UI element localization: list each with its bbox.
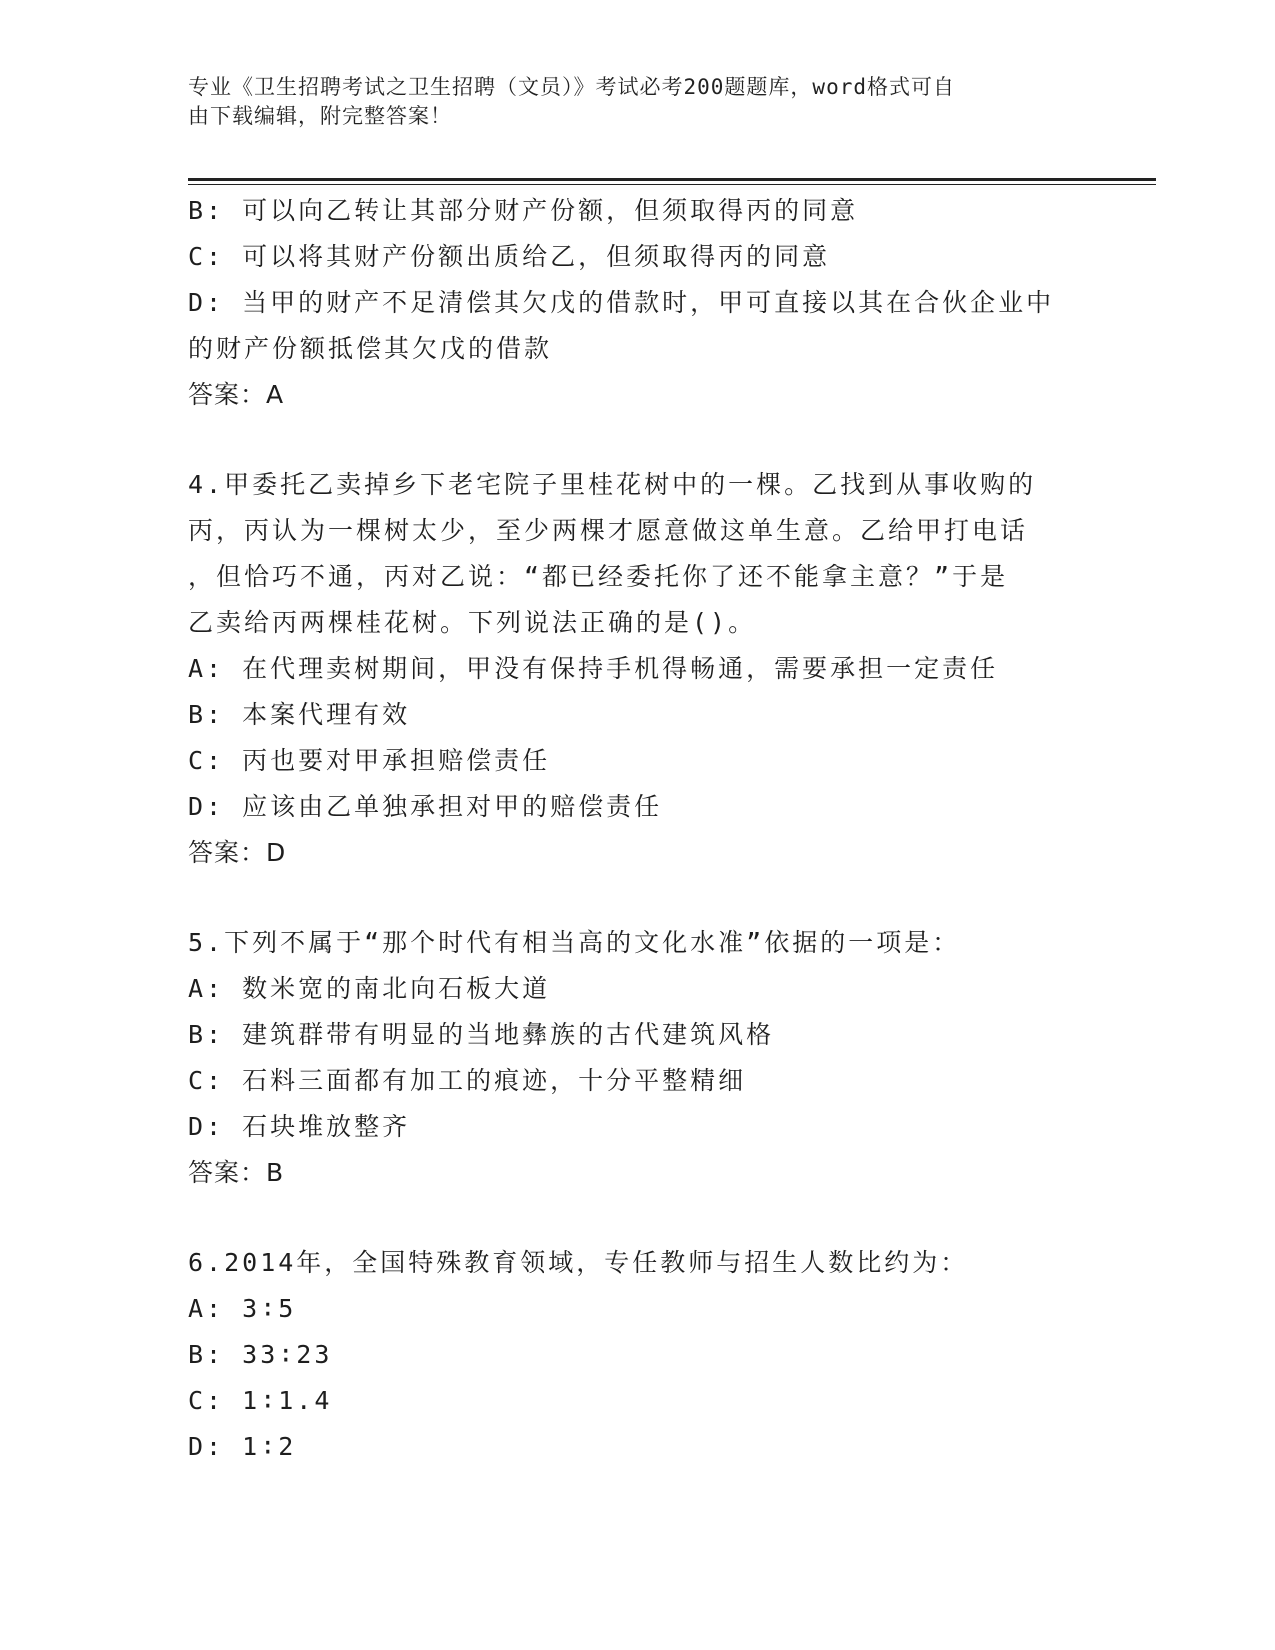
option-c: C: 石料三面都有加工的痕迹，十分平整精细 [188, 1066, 747, 1095]
option-c: C: 可以将其财产份额出质给乙，但须取得丙的同意 [188, 242, 831, 271]
option-c: C: 丙也要对甲承担赔偿责任 [188, 746, 551, 775]
question-stem-line: 6.2014年，全国特殊教育领域，专任教师与招生人数比约为： [188, 1248, 969, 1277]
option-c: C: 1∶1.4 [188, 1386, 333, 1415]
question-5 [188, 920, 1088, 1196]
answer: 答案：B [188, 1158, 285, 1187]
option-b: B: 建筑群带有明显的当地彝族的古代建筑风格 [188, 1020, 775, 1049]
option-d: D: 当甲的财产不足清偿其欠戊的借款时，甲可直接以其在合伙企业中 [188, 288, 1055, 317]
option-d: D: 应该由乙单独承担对甲的赔偿责任 [188, 792, 663, 821]
header-line-1: 专业《卫生招聘考试之卫生招聘（文员）》考试必考200题题库，word格式可自 [188, 75, 955, 99]
question-3 [188, 188, 1088, 418]
question-stem-line: ，但恰巧不通，丙对乙说：“都已经委托你了还不能拿主意？”于是 [188, 562, 1009, 591]
spacer [188, 1196, 1088, 1240]
question-content [188, 188, 1088, 1470]
option-b: B: 33∶23 [188, 1340, 333, 1369]
question-stem-line: 5.下列不属于“那个时代有相当高的文化水准”依据的一项是： [188, 928, 961, 957]
spacer [188, 418, 1088, 462]
question-stem-line: 乙卖给丙两棵桂花树。下列说法正确的是()。 [188, 608, 757, 637]
header-rule-thick [188, 178, 1156, 181]
option-d: D: 1∶2 [188, 1432, 297, 1461]
header-rule-thin [188, 184, 1156, 185]
question-6 [188, 1240, 1088, 1470]
question-stem-line: 4.甲委托乙卖掉乡下老宅院子里桂花树中的一棵。乙找到从事收购的 [188, 470, 1037, 499]
question-stem-line: 丙，丙认为一棵树太少，至少两棵才愿意做这单生意。乙给甲打电话 [188, 516, 1029, 545]
header-line-2: 由下载编辑，附完整答案！ [188, 104, 452, 128]
option-a: A: 3∶5 [188, 1294, 297, 1323]
option-a: A: 数米宽的南北向石板大道 [188, 974, 551, 1003]
option-b: B: 可以向乙转让其部分财产份额，但须取得丙的同意 [188, 196, 859, 225]
spacer [188, 876, 1088, 920]
page-header [188, 73, 1078, 131]
option-d-continued: 的财产份额抵偿其欠戊的借款 [188, 334, 553, 363]
option-d: D: 石块堆放整齐 [188, 1112, 411, 1141]
option-a: A: 在代理卖树期间，甲没有保持手机得畅通，需要承担一定责任 [188, 654, 999, 683]
answer: 答案：A [188, 380, 285, 409]
question-4 [188, 462, 1088, 876]
option-b: B: 本案代理有效 [188, 700, 411, 729]
answer: 答案：D [188, 838, 287, 867]
